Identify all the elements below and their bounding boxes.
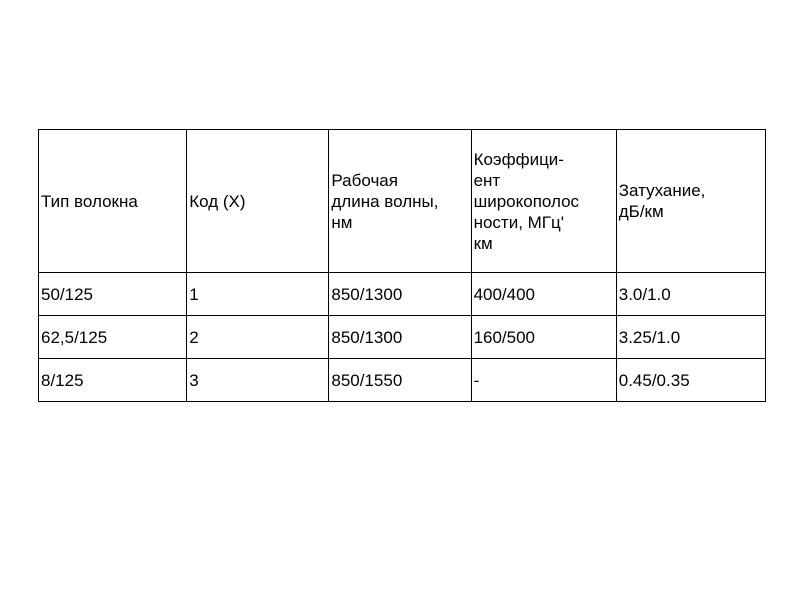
cell-attenuation: 3.0/1.0 — [616, 273, 765, 316]
cell-code: 3 — [187, 359, 329, 402]
cell-fiber-type: 8/125 — [39, 359, 187, 402]
header-code: Код (Х) — [187, 130, 329, 273]
table-row — [39, 359, 766, 402]
cell-code: 2 — [187, 316, 329, 359]
fiber-parameters-table — [38, 129, 766, 402]
cell-fiber-type: 62,5/125 — [39, 316, 187, 359]
cell-attenuation: 0.45/0.35 — [616, 359, 765, 402]
cell-bandwidth: 400/400 — [471, 273, 616, 316]
table-header-row — [39, 130, 766, 273]
header-bandwidth-coefficient: Коэффици- ент широкополос ности, МГц' км — [471, 130, 616, 273]
table-row — [39, 273, 766, 316]
cell-wavelength: 850/1550 — [329, 359, 471, 402]
table-row — [39, 316, 766, 359]
header-fiber-type: Тип волокна — [39, 130, 187, 273]
cell-bandwidth: - — [471, 359, 616, 402]
cell-attenuation: 3.25/1.0 — [616, 316, 765, 359]
cell-wavelength: 850/1300 — [329, 316, 471, 359]
header-wavelength: Рабочая длина волны, нм — [329, 130, 471, 273]
header-attenuation: Затухание, дБ/км — [616, 130, 765, 273]
cell-fiber-type: 50/125 — [39, 273, 187, 316]
cell-code: 1 — [187, 273, 329, 316]
cell-bandwidth: 160/500 — [471, 316, 616, 359]
cell-wavelength: 850/1300 — [329, 273, 471, 316]
